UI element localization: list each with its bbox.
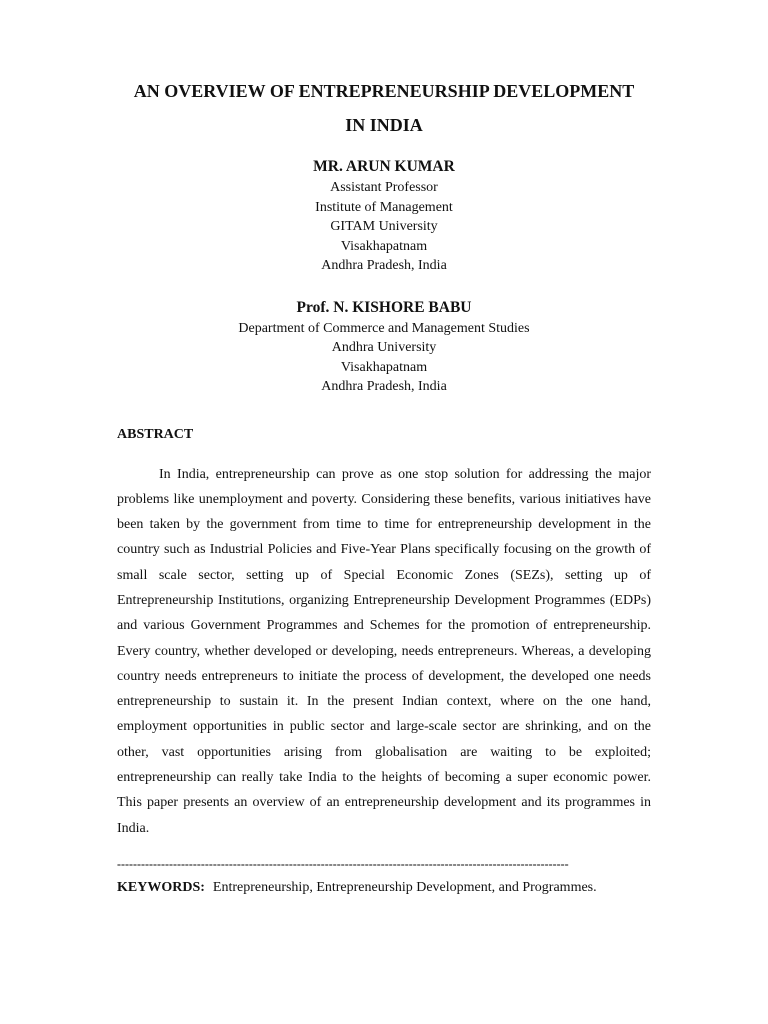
paper-title <box>117 0 651 142</box>
affiliation-line: Andhra Pradesh, India <box>321 379 447 394</box>
affiliation-line: Institute of Management <box>315 199 453 215</box>
affiliation-line: Andhra Pradesh, India <box>321 258 447 273</box>
title-line-1: AN OVERVIEW OF ENTREPRENEURSHIP DEVELOPMENT <box>133 81 635 101</box>
title-line-2: IN INDIA <box>345 115 423 135</box>
affiliation-line: Department of Commerce and Management Studies <box>238 320 530 336</box>
author-name: MR. ARUN KUMAR <box>313 158 455 175</box>
abstract-body: In India, entrepreneurship can prove as one stop solution for addressing the major problems like unemployment and poverty. Considering these benefits, various initiatives have been taken by the government from time to time for entrepreneurship development in the country such as Industrial Policies and Five-Year Plans specifically focusing on the growth of small scale sector, setting up of Special Economic Zones (SEZs), setting up of Entrepreneurship Institutions, organizing Entrepreneurship Development Programmes (EDPs) and various Government Programmes and Schemes for the promotion of entrepreneurship. Every country, whether developed or developing, needs entrepreneurs. Whereas, a developing country needs entrepreneurs to initiate the process of development, the developed one needs entrepreneurship to sustain it. In the present Indian context, where on the one hand, employment opportunities in public sector and large-scale sector are shrinking, and on the other, vast opportunities arising from globalisation are waiting to be exploited; entrepreneurship can really take India to the heights of becoming a super economic power. This paper presents an overview of an entrepreneurship development and its programmes in India. <box>117 466 651 836</box>
affiliation-line: Andhra University <box>331 340 437 355</box>
author-block-2 <box>117 297 651 397</box>
affiliation-line: Assistant Professor <box>330 180 438 195</box>
keywords-line <box>117 879 651 897</box>
keywords-label: KEYWORDS: <box>117 879 205 895</box>
section-divider: ----------------------------------------------------------------------------------------------------------------- <box>117 856 569 871</box>
author-name: Prof. N. KISHORE BABU <box>296 298 472 316</box>
affiliation-line: Visakhapatnam <box>340 238 428 254</box>
keywords-text: Entrepreneurship, Entrepreneurship Development, and Programmes. <box>212 879 597 895</box>
abstract-heading: ABSTRACT <box>117 426 194 442</box>
affiliation-line: GITAM University <box>330 219 438 234</box>
affiliation-line: Visakhapatnam <box>340 359 428 375</box>
author-block-1 <box>117 156 651 276</box>
